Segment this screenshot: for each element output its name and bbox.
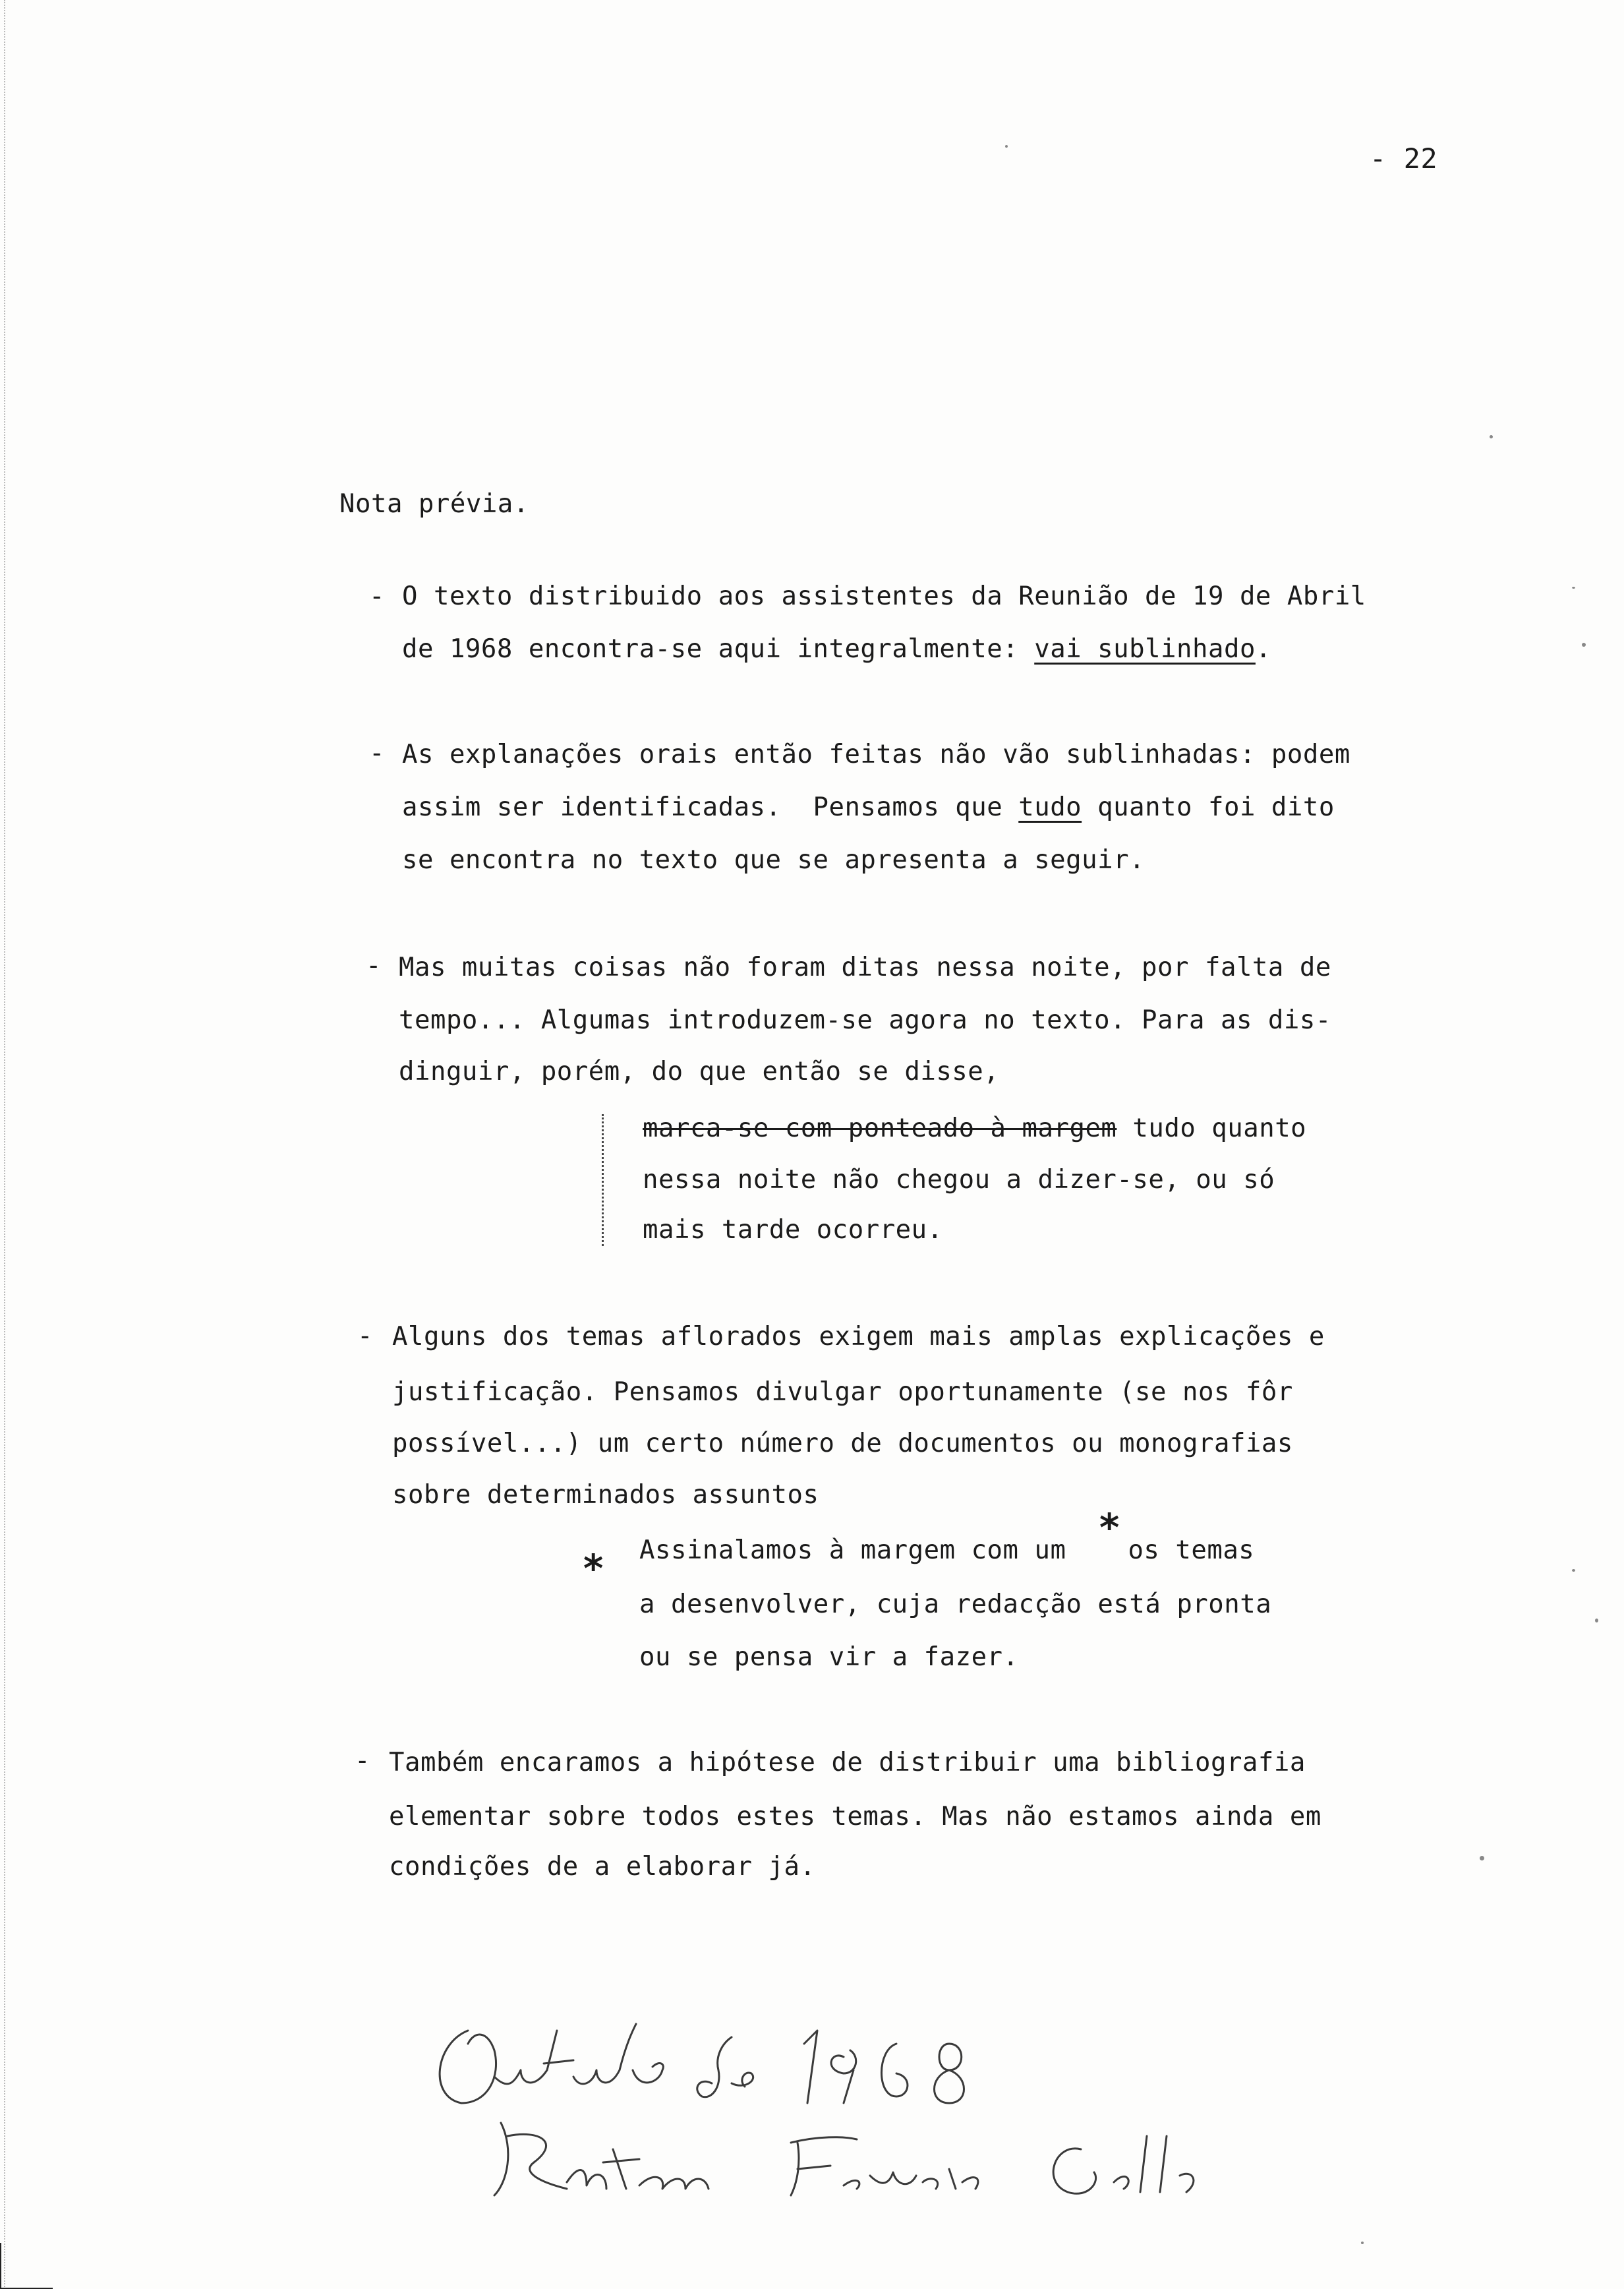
paragraph-2-line-3: se encontra no texto que se apresenta a seguir. — [402, 845, 1146, 875]
note-2-line-1: Assinalamos à margem com um os temas — [639, 1535, 1255, 1565]
paragraph-4-line-4: sobre determinados assuntos — [392, 1480, 819, 1510]
scan-speck — [1582, 643, 1586, 647]
paragraph-3-line-3: dinguir, porém, do que então se disse, — [399, 1057, 1000, 1086]
bullet-dash: - — [355, 1746, 370, 1775]
page-title: Nota prévia. — [339, 489, 529, 519]
scan-speck — [1361, 2242, 1364, 2244]
paragraph-2-line-2: assim ser identificadas. Pensamos que tudo quanto foi dito — [402, 792, 1335, 822]
note-1-line-3: mais tarde ocorreu. — [643, 1215, 943, 1245]
page-corner-mark — [0, 2216, 79, 2289]
scan-speck — [1005, 145, 1008, 148]
bullet-dash: - — [369, 581, 385, 611]
paragraph-5-line-2: elementar sobre todos estes temas. Mas não estamos ainda em — [389, 1802, 1321, 1831]
scan-speck — [1480, 1856, 1484, 1860]
bullet-dash: - — [369, 738, 385, 768]
scan-speck — [1490, 435, 1493, 438]
note-1-line-2: nessa noite não chegou a dizer-se, ou só — [643, 1165, 1275, 1195]
paragraph-3-line-2: tempo... Algumas introduzem-se agora no texto. Para as dis- — [399, 1005, 1331, 1035]
scan-speck — [1572, 1569, 1575, 1572]
struck-text: marca-se com ponteado à margem — [643, 1114, 1117, 1143]
paragraph-4-line-1: Alguns dos temas aflorados exigem mais amplas explicações e — [392, 1322, 1325, 1352]
paragraph-1-line-2: de 1968 encontra-se aqui integralmente: vai sublinhado. — [402, 634, 1271, 664]
page-number: - 22 — [1370, 142, 1438, 175]
paragraph-1-line-1: O texto distribuido aos assistentes da Reunião de 19 de Abril — [402, 581, 1366, 611]
scan-speck — [1572, 587, 1575, 589]
handwritten-signature — [488, 2110, 1345, 2209]
paragraph-4-line-2: justificação. Pensamos divulgar oportunamente (se nos fôr — [392, 1377, 1293, 1407]
paragraph-5-line-1: Também encaramos a hipótese de distribuir uma bibliografia — [389, 1748, 1306, 1777]
scan-speck — [1595, 1619, 1598, 1622]
paragraph-2-line-1: As explanações orais então feitas não vão sublinhadas: podem — [402, 740, 1350, 769]
asterisk-margin-icon: * — [583, 1546, 604, 1591]
bullet-dash: - — [357, 1321, 373, 1351]
bullet-dash: - — [366, 951, 382, 980]
handwritten-date — [422, 2004, 1015, 2123]
paragraph-4-line-3: possível...) um certo número de documentos ou monografias — [392, 1429, 1293, 1458]
underlined-text: vai sublinhado — [1034, 634, 1256, 664]
page-edge-marks — [4, 0, 7, 2289]
underlined-word: tudo — [1018, 792, 1082, 822]
note-2-line-2: a desenvolver, cuja redacção está pronta — [639, 1590, 1272, 1619]
dotted-margin-mark — [602, 1114, 604, 1246]
note-1-line-1: marca-se com ponteado à margem tudo quanto — [643, 1114, 1307, 1143]
paragraph-3-line-1: Mas muitas coisas não foram ditas nessa noite, por falta de — [399, 953, 1331, 982]
asterisk-inline-icon: * — [1099, 1505, 1120, 1550]
note-2-line-3: ou se pensa vir a fazer. — [639, 1642, 1019, 1672]
paragraph-5-line-3: condições de a elaborar já. — [389, 1852, 816, 1882]
